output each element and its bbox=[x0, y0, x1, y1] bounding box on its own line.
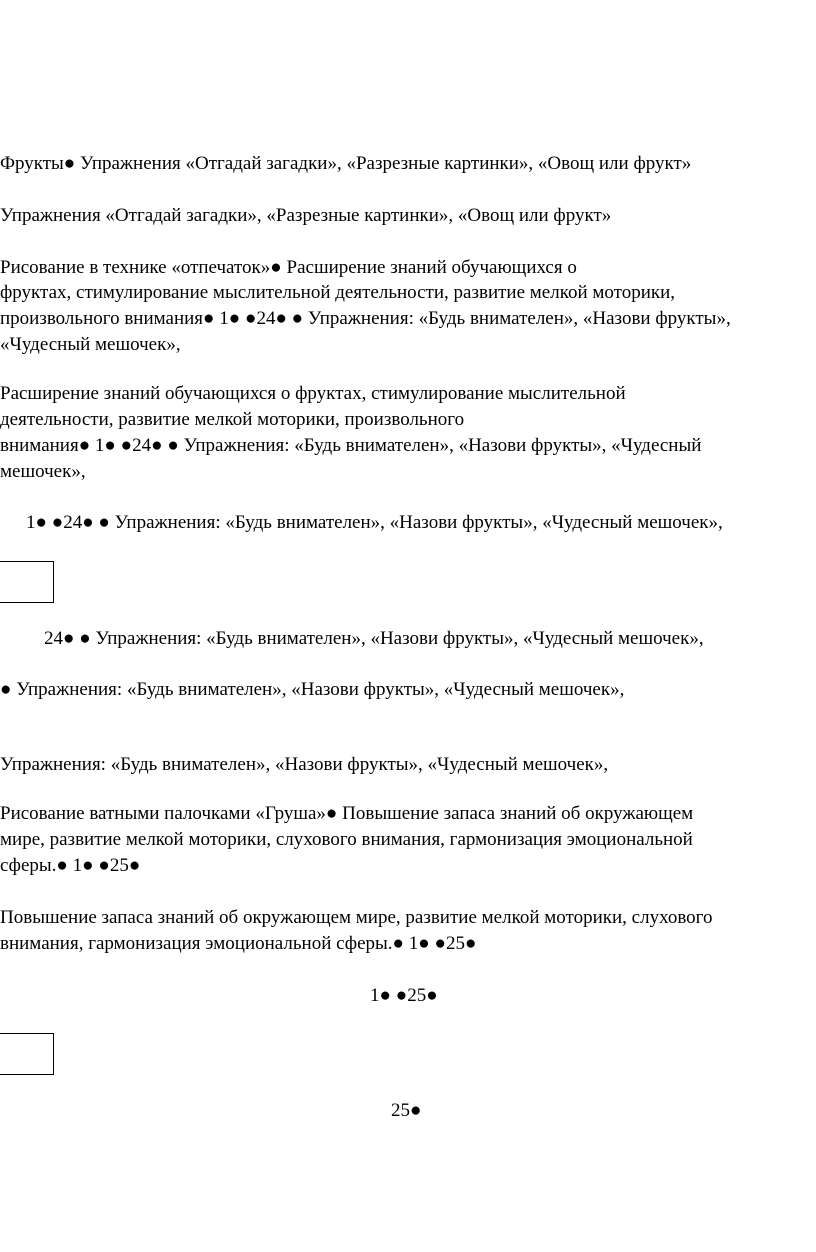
text-line: Фрукты● Упражнения «Отгадай загадки», «Разрезные картинки», «Овощ или фрукт» bbox=[0, 153, 692, 174]
text-line: 24● ● Упражнения: «Будь внимателен», «Назови фрукты», «Чудесный мешочек», bbox=[44, 628, 704, 649]
text-line: Повышение запаса знаний об окружающем мире, развитие мелкой моторики, слухового bbox=[0, 907, 713, 928]
text-line: 1● ●24● ● Упражнения: «Будь внимателен», «Назови фрукты», «Чудесный мешочек», bbox=[26, 512, 723, 533]
text-line: Рисование ватными палочками «Груша»● Повышение запаса знаний об окружающем bbox=[0, 803, 694, 824]
text-line: произвольного внимания● 1● ●24● ● Упражнения: «Будь внимателен», «Назови фрукты», bbox=[0, 308, 731, 329]
text-line: Упражнения: «Будь внимателен», «Назови фрукты», «Чудесный мешочек», bbox=[0, 754, 609, 775]
text-line: фруктах, стимулирование мыслительной деятельности, развитие мелкой моторики, bbox=[0, 282, 676, 303]
text-line: деятельности, развитие мелкой моторики, произвольного bbox=[0, 409, 465, 430]
text-line: «Чудесный мешочек», bbox=[0, 334, 181, 355]
text-line: Рисование в технике «отпечаток»● Расширение знаний обучающихся о bbox=[0, 257, 577, 278]
text-line: мешочек», bbox=[0, 461, 86, 482]
text-line: ● Упражнения: «Будь внимателен», «Назови фрукты», «Чудесный мешочек», bbox=[0, 679, 625, 700]
empty-box bbox=[0, 561, 54, 603]
text-line: Расширение знаний обучающихся о фруктах, стимулирование мыслительной bbox=[0, 383, 626, 404]
text-line: мире, развитие мелкой моторики, слухового внимания, гармонизация эмоциональной bbox=[0, 829, 693, 850]
empty-box bbox=[0, 1033, 54, 1075]
text-line: 1● ●25● bbox=[370, 985, 438, 1006]
text-line: внимания● 1● ●24● ● Упражнения: «Будь внимателен», «Назови фрукты», «Чудесный bbox=[0, 435, 702, 456]
text-line: внимания, гармонизация эмоциональной сферы.● 1● ●25● bbox=[0, 933, 477, 954]
text-line: Упражнения «Отгадай загадки», «Разрезные картинки», «Овощ или фрукт» bbox=[0, 205, 612, 226]
text-line: 25● bbox=[391, 1100, 422, 1121]
text-line: сферы.● 1● ●25● bbox=[0, 855, 141, 876]
